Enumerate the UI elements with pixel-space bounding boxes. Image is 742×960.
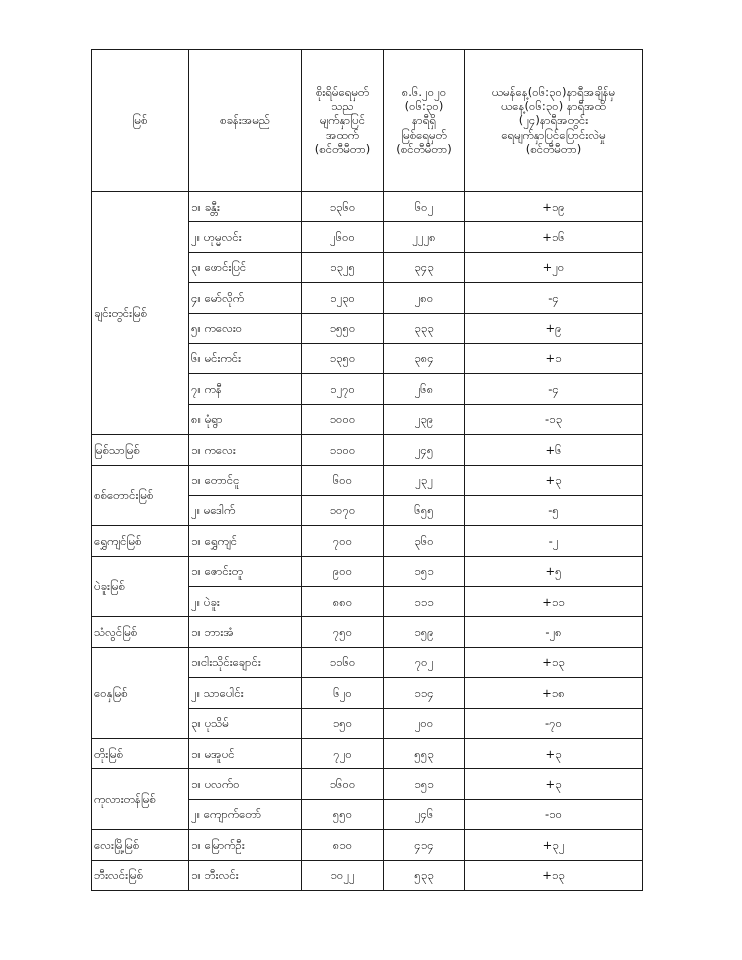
level-change-cell: +၁၈ (465, 678, 643, 708)
danger-level-cell: ၁၃၅၀ (302, 343, 384, 373)
table-row (92, 830, 643, 860)
river-name-cell: ပဲခူးမြစ် (92, 556, 189, 617)
danger-level-cell: ၇၂၀ (302, 739, 384, 769)
current-level-cell: ၂၄၅ (384, 435, 465, 465)
station-name-cell: ၁။ ပလက်ဝ (189, 769, 302, 799)
header-station: စခန်းအမည် (189, 50, 302, 192)
station-name-cell: ၄။ မော်လိုက် (189, 283, 302, 313)
level-change-cell: +၁၉ (465, 192, 643, 222)
river-name-cell: တိုးမြစ် (92, 739, 189, 769)
danger-level-cell: ၁၁၀၀ (302, 435, 384, 465)
current-level-cell: ၃၄၃ (384, 252, 465, 282)
station-name-cell: ၃။ ဖောင်းပြင် (189, 252, 302, 282)
table-row (92, 465, 643, 495)
river-water-level-table (91, 49, 643, 891)
river-name-cell: လေးမြို့မြစ် (92, 830, 189, 860)
level-change-cell: -၂ (465, 526, 643, 556)
level-change-cell: -၇၀ (465, 708, 643, 738)
current-level-cell: ၁၁၁ (384, 587, 465, 617)
station-name-cell: ၁။ ကလေး (189, 435, 302, 465)
station-name-cell: ၇။ ကနီ (189, 374, 302, 404)
level-change-cell: +၁၃ (465, 647, 643, 677)
current-level-cell: ၂၂၂၈ (384, 222, 465, 252)
danger-level-cell: ၉၀၀ (302, 556, 384, 586)
level-change-cell: +၃ (465, 739, 643, 769)
danger-level-cell: ၆၀၀ (302, 465, 384, 495)
level-change-cell: -၄ (465, 283, 643, 313)
current-level-cell: ၇၀၂ (384, 647, 465, 677)
level-change-cell: +၉ (465, 313, 643, 343)
current-level-cell: ၂၆၈ (384, 374, 465, 404)
level-change-cell: +၃ (465, 465, 643, 495)
danger-level-cell: ၁၁၆၀ (302, 647, 384, 677)
danger-level-cell: ၁၀၂၂ (302, 860, 384, 890)
danger-level-cell: ၁၃၂၅ (302, 252, 384, 282)
danger-level-cell: ၁၀၇၀ (302, 495, 384, 525)
danger-level-cell: ၈၈၀ (302, 587, 384, 617)
level-change-cell: -၁၃ (465, 404, 643, 434)
station-name-cell: ၁။ တောင်ငူ (189, 465, 302, 495)
danger-level-cell: ၁၅၅၀ (302, 313, 384, 343)
level-change-cell: +၂၀ (465, 252, 643, 282)
station-name-cell: ၁။ မအူပင် (189, 739, 302, 769)
river-name-cell: ချင်းတွင်းမြစ် (92, 192, 189, 435)
station-name-cell: ၅။ ကလေးဝ (189, 313, 302, 343)
level-change-cell: +၁ (465, 343, 643, 373)
current-level-cell: ၁၁၄ (384, 678, 465, 708)
danger-level-cell: ၁၂၇၀ (302, 374, 384, 404)
level-change-cell: +၅ (465, 556, 643, 586)
station-name-cell: ၈။ မုံရွာ (189, 404, 302, 434)
header-danger-level: စိုးရိမ်ရေမှတ် သည မျက်နှာပြင် အထက် (စင်တီမီတာ) (302, 50, 384, 192)
danger-level-cell: ၁၃၆၀ (302, 192, 384, 222)
station-name-cell: ၂။ မဒေါက် (189, 495, 302, 525)
river-name-cell: ဝေနှမြစ် (92, 647, 189, 738)
level-change-cell: -၅ (465, 495, 643, 525)
current-level-cell: ၂၃၉ (384, 404, 465, 434)
level-change-cell: +၆ (465, 435, 643, 465)
current-level-cell: ၅၃၃ (384, 860, 465, 890)
river-name-cell: စစ်တောင်းမြစ် (92, 465, 189, 526)
level-change-cell: +၃ (465, 769, 643, 799)
header-current-level: ၈.၆.၂၀၂၀ (၀၆:၃၀) နာရီရှိ မြစ်ရေမှတ် (စင်တီမီတာ) (384, 50, 465, 192)
current-level-cell: ၂၃၂ (384, 465, 465, 495)
current-level-cell: ၆၀၂ (384, 192, 465, 222)
station-name-cell: ၁။ မြောက်ဦး (189, 830, 302, 860)
station-name-cell: ၁။ ဘီးလင်း (189, 860, 302, 890)
station-name-cell: ၁။ ရွှေကျင် (189, 526, 302, 556)
danger-level-cell: ၁၅၀ (302, 708, 384, 738)
danger-level-cell: ၈၁၀ (302, 830, 384, 860)
level-change-cell: +၁၁ (465, 587, 643, 617)
station-name-cell: ၂။ ဟုမ္မလင်း (189, 222, 302, 252)
river-name-cell: ဘီးလင်းမြစ် (92, 860, 189, 890)
current-level-cell: ၃၆၀ (384, 526, 465, 556)
table-row (92, 739, 643, 769)
current-level-cell: ၆၅၅ (384, 495, 465, 525)
level-change-cell: -၄ (465, 374, 643, 404)
river-name-cell: ရွှေကျင်မြစ် (92, 526, 189, 556)
table-row (92, 769, 643, 799)
table-body (92, 192, 643, 891)
danger-level-cell: ၂၆၀၀ (302, 222, 384, 252)
current-level-cell: ၃၃၃ (384, 313, 465, 343)
station-name-cell: ၂။ ကျောက်တော် (189, 799, 302, 829)
current-level-cell: ၄၁၄ (384, 830, 465, 860)
station-name-cell: ၆။ မင်းကင်း (189, 343, 302, 373)
table-row (92, 526, 643, 556)
station-name-cell: ၂။ ပဲခူး (189, 587, 302, 617)
station-name-cell: ၂။ သာပေါင်း (189, 678, 302, 708)
danger-level-cell: ၁၀၀၀ (302, 404, 384, 434)
header-change: ယမန်နေ့(၀၆:၃၀)နာရီအချိန်မှ ယနေ့(၀၆:၃၀) နာရီအထိ (၂၄)နာရီအတွင်း ရေမျက်နှာပြင်ပြောင်းလဲမှု (စင်တီမီတာ) (465, 50, 643, 192)
level-change-cell: +၃၂ (465, 830, 643, 860)
level-change-cell: +၁၃ (465, 860, 643, 890)
level-change-cell: +၁၆ (465, 222, 643, 252)
current-level-cell: ၁၅၁ (384, 556, 465, 586)
current-level-cell: ၂၈၀ (384, 283, 465, 313)
table-row (92, 435, 643, 465)
table-row (92, 192, 643, 222)
header-row (92, 50, 643, 192)
river-name-cell: သံလွင်မြစ် (92, 617, 189, 647)
danger-level-cell: ၆၂၀ (302, 678, 384, 708)
station-name-cell: ၃။ ပုသိမ် (189, 708, 302, 738)
current-level-cell: ၁၅၁ (384, 769, 465, 799)
current-level-cell: ၃၈၄ (384, 343, 465, 373)
river-name-cell: ကုလားတန်မြစ် (92, 769, 189, 830)
station-name-cell: ၁။ ဘားအံ (189, 617, 302, 647)
station-name-cell: ၁။ ဇောင်းတူ (189, 556, 302, 586)
current-level-cell: ၂၀၀ (384, 708, 465, 738)
danger-level-cell: ၅၅၀ (302, 799, 384, 829)
danger-level-cell: ၁၆၀၀ (302, 769, 384, 799)
table-row (92, 617, 643, 647)
current-level-cell: ၅၅၃ (384, 739, 465, 769)
header-river: မြစ် (92, 50, 189, 192)
level-change-cell: -၂၈ (465, 617, 643, 647)
table-row (92, 647, 643, 677)
danger-level-cell: ၇၀၀ (302, 526, 384, 556)
table-row (92, 860, 643, 890)
station-name-cell: ၁။ငါးသိုင်းချောင်း (189, 647, 302, 677)
station-name-cell: ၁။ ခန္တီး (189, 192, 302, 222)
table-row (92, 556, 643, 586)
current-level-cell: ၂၄၆ (384, 799, 465, 829)
current-level-cell: ၁၅၉ (384, 617, 465, 647)
level-change-cell: -၁၀ (465, 799, 643, 829)
river-name-cell: မြစ်သာမြစ် (92, 435, 189, 465)
danger-level-cell: ၁၂၃၀ (302, 283, 384, 313)
danger-level-cell: ၇၅၀ (302, 617, 384, 647)
